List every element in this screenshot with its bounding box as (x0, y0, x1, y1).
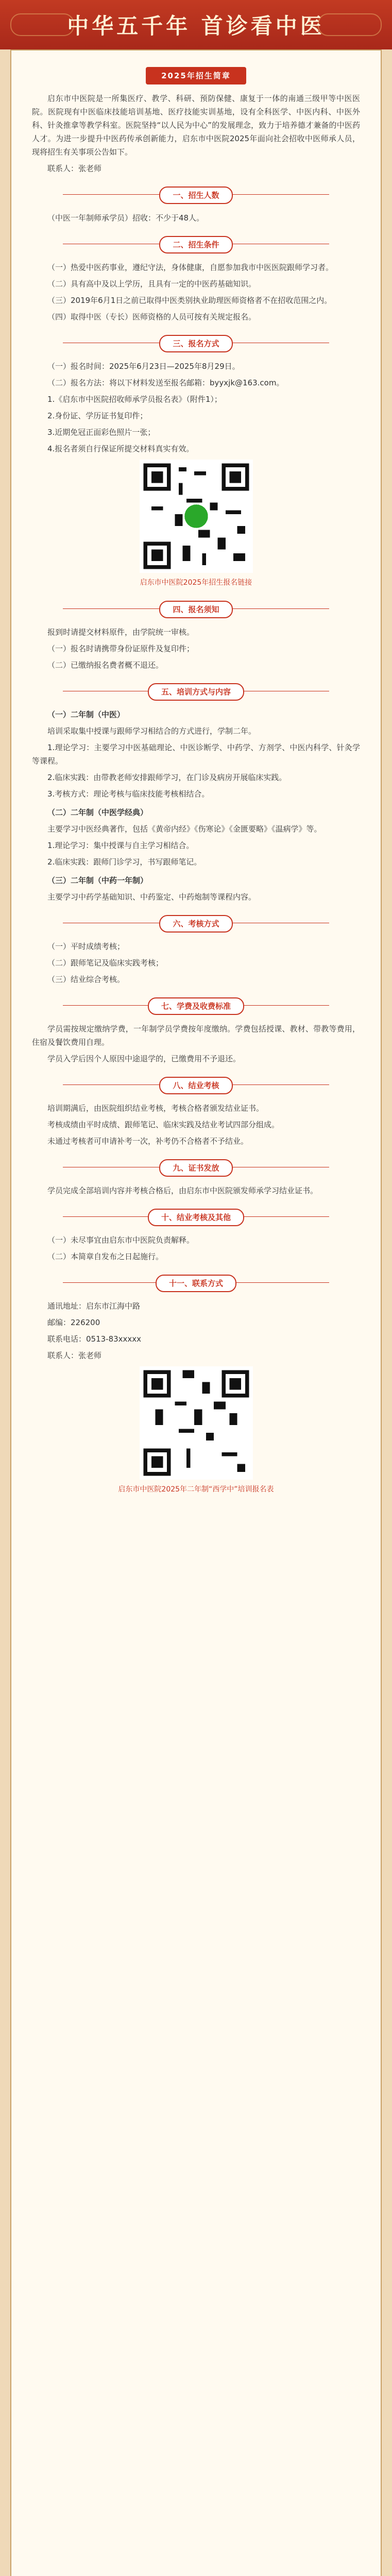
section-3-text: 2.身份证、学历证书复印件； (47, 411, 148, 420)
section-5-text: 培训采取集中授课与跟师学习相结合的方式进行，学制二年。 (47, 726, 257, 736)
section-8-text: 未通过考核者可申请补考一次，补考仍不合格者不予结业。 (47, 1137, 249, 1146)
section-7-text: 学员入学后因个人原因中途退学的，已缴费用不予退还。 (47, 1054, 241, 1063)
contact-address: 通讯地址：启东市江海中路 (47, 1301, 141, 1311)
section-5-text: 1.理论学习：集中授课与自主学习相结合。 (47, 841, 194, 850)
section-8-text: 培训期满后，由医院组织结业考核，考核合格者颁发结业证书。 (47, 1104, 264, 1113)
section-6-text: （一）平时成绩考核； (47, 942, 125, 951)
section-5-text: 2.临床实践：由带教老师安排跟师学习，在门诊及病房开展临床实践。 (47, 773, 287, 782)
section-7-heading: 七、学费及收费标准 (32, 997, 360, 1015)
ribbon-label: 2025年招生简章 (146, 67, 246, 84)
section-4-heading: 四、报名须知 (32, 601, 360, 618)
section-5-subheading: （三）二年制（中药一年制） (47, 876, 148, 885)
intro-paragraph: 启东市中医院是一所集医疗、教学、科研、预防保健、康复于一体的南通三级甲等中医医院。医院现有中医临床技能培训基地、医疗技能实训基地，设有全科医学、中医内科、中医外科、针灸推拿等教学科室。医院坚持“以人民为中心”的发展理念，致力于培养德才兼备的中医药人才。为进一步提升中医药传承创新能力，启东市中医院2025年面向社会招收中医师承人员，现将招生有关事项公告如下。 (32, 94, 360, 157)
section-3-text: （二）报名方法：将以下材料发送至报名邮箱：byyxjk@163.com。 (47, 378, 284, 387)
section-4-text: （一）报名时请携带身份证原件及复印件； (47, 644, 195, 653)
section-2-text: （一）热爱中医药事业，遵纪守法，身体健康，自愿参加我市中医医院跟师学习者。 (47, 263, 334, 272)
qr-caption-1: 启东市中医院2025年招生报名链接 (140, 579, 252, 587)
qr-caption-2: 启东市中医院2025年二年制“西学中”培训报名表 (118, 1485, 274, 1494)
section-5-text: 3.考核方式：理论考核与临床技能考核相结合。 (47, 789, 210, 799)
section-10-text: （二）本简章自发布之日起施行。 (47, 1252, 164, 1261)
section-2-text: （四）取得中医（专长）医师资格的人员可按有关规定报名。 (47, 312, 257, 321)
section-10-text: （一）未尽事宜由启东市中医院负责解释。 (47, 1235, 195, 1245)
section-3-text: 3.近期免冠正面彩色照片一张； (47, 428, 156, 437)
section-5-heading: 五、培训方式与内容 (32, 683, 360, 701)
section-6-heading: 六、考核方式 (32, 915, 360, 933)
section-9-text: 学员完成全部培训内容并考核合格后，由启东市中医院颁发师承学习结业证书。 (47, 1186, 318, 1195)
section-3-text: 1.《启东市中医院招收师承学员报名表》（附件1）； (47, 395, 222, 404)
section-5-subheading: （一）二年制（中医） (47, 710, 125, 719)
section-1-text: （中医一年制师承学员）招收：不少于48人。 (47, 213, 204, 223)
section-11-heading: 十一、联系方式 (32, 1275, 360, 1292)
section-8-text: 考核成绩由平时成绩、跟师笔记、临床实践及结业考试四部分组成。 (47, 1120, 280, 1129)
section-5-text: 主要学习中药学基础知识、中药鉴定、中药炮制等课程内容。 (47, 892, 257, 902)
section-8-heading: 八、结业考核 (32, 1077, 360, 1094)
section-4-text: 报到时请提交材料原件，由学院统一审核。 (47, 628, 195, 637)
section-6-text: （三）结业综合考核。 (47, 975, 125, 984)
content-panel (10, 49, 382, 2576)
section-2-text: （二）具有高中及以上学历，且具有一定的中医药基础知识。 (47, 279, 257, 289)
qr-code-1[interactable] (140, 460, 253, 573)
section-5-text: 2.临床实践：跟师门诊学习，书写跟师笔记。 (47, 857, 202, 867)
section-2-text: （三）2019年6月1日之前已取得中医类别执业助理医师资格者不在招收范围之内。 (47, 296, 332, 305)
section-3-text: 4.报名者须自行保证所提交材料真实有效。 (47, 444, 194, 453)
qr-code-2[interactable] (140, 1366, 253, 1480)
section-5-subheading: （二）二年制（中医学经典） (47, 808, 148, 817)
section-9-heading: 九、证书发放 (32, 1159, 360, 1177)
section-6-text: （二）跟师笔记及临床实践考核； (47, 958, 164, 968)
section-2-heading: 二、招生条件 (32, 236, 360, 253)
section-7-text: 学员需按规定缴纳学费，一年制学员学费按年度缴纳。学费包括授课、教材、带教等费用，住宿及餐饮费用自理。 (32, 1024, 360, 1047)
ribbon-title (32, 67, 360, 84)
section-5-text: 主要学习中医经典著作，包括《黄帝内经》《伤寒论》《金匮要略》《温病学》等。 (47, 824, 322, 834)
intro-contact: 联系人：张老师 (47, 164, 102, 173)
section-3-text: （一）报名时间：2025年6月23日—2025年8月29日。 (47, 362, 240, 371)
section-10-heading: 十、结业考核及其他 (32, 1209, 360, 1226)
contact-zip: 邮编：226200 (47, 1318, 100, 1327)
banner-title: 中华五千年 首诊看中医 (67, 13, 325, 39)
section-5-text: 1.理论学习：主要学习中医基础理论、中医诊断学、中药学、方剂学、中医内科学、针灸学等课程。 (32, 743, 360, 766)
section-3-heading: 三、报名方式 (32, 335, 360, 352)
contact-person: 联系人：张老师 (47, 1351, 102, 1360)
section-1-heading: 一、招生人数 (32, 187, 360, 204)
section-4-text: （二）已缴纳报名费者概不退还。 (47, 660, 164, 670)
contact-phone: 联系电话：0513-83xxxxx (47, 1334, 142, 1344)
header-banner (0, 0, 392, 49)
